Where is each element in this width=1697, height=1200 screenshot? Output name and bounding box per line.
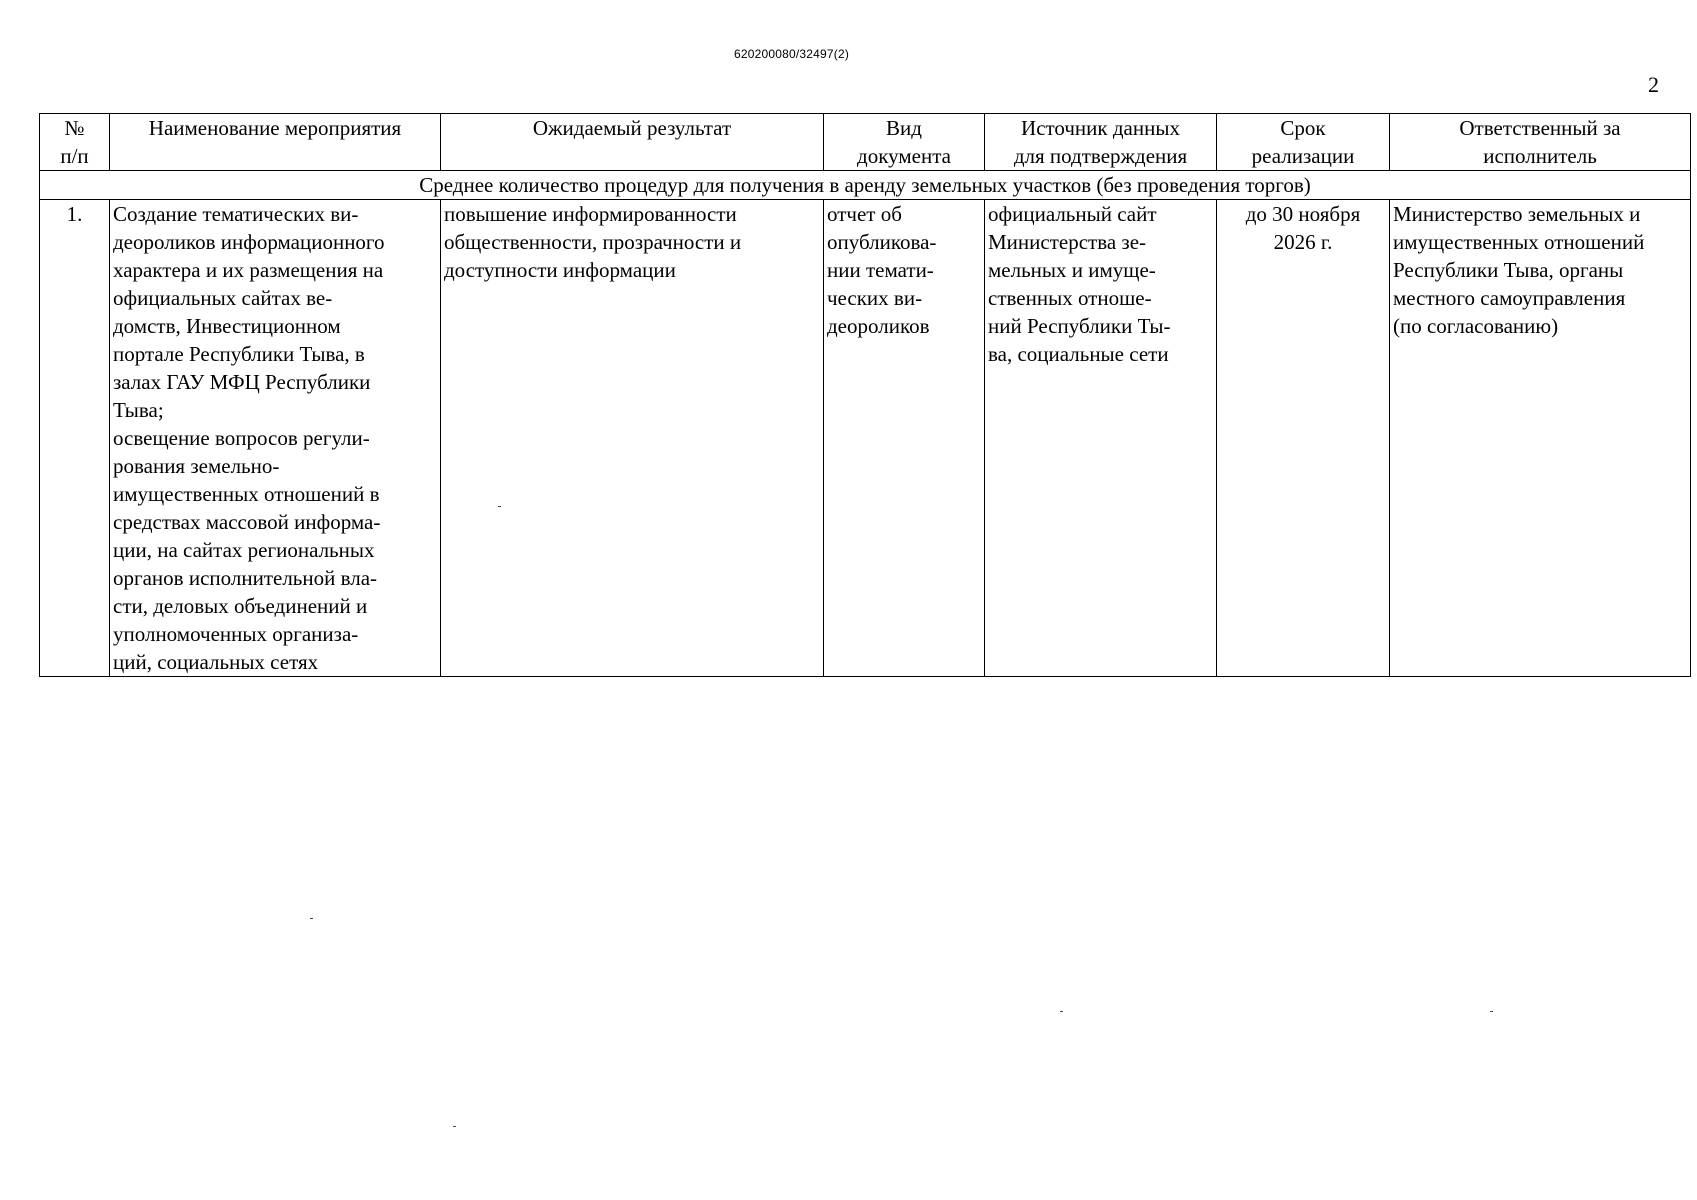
scan-speck — [1490, 1011, 1493, 1012]
scan-speck — [453, 1126, 456, 1127]
cell-num: 1. — [40, 200, 110, 677]
header-source: Источник данных для подтверждения — [985, 114, 1217, 171]
header-result: Ожидаемый результат — [441, 114, 824, 171]
section-title: Среднее количество процедур для получения в аренду земельных участков (без проведения торгов) — [40, 171, 1691, 200]
cell-deadline: до 30 ноября 2026 г. — [1217, 200, 1390, 677]
cell-result: повышение информированности общественности, прозрачности и доступности информации — [441, 200, 824, 677]
action-plan-table — [39, 113, 1691, 677]
header-responsible: Ответственный за исполнитель — [1390, 114, 1691, 171]
page-number: 2 — [1648, 72, 1659, 97]
section-row — [40, 171, 1691, 200]
cell-name: Создание тематических ви- деороликов информационного характера и их размещения на официальных сайтах ве- домств, Инвестиционном портале Республики Тыва, в залах ГАУ МФЦ Республики Тыва; освещение вопросов регули- рования земельно- имущественных отношений в средствах массовой информа- ции, на сайтах региональных органов исполнительной вла- сти, деловых объединений и уполномоченных организа- ций, социальных сетях — [110, 200, 441, 677]
header-row — [40, 114, 1691, 171]
header-name: Наименование мероприятия — [110, 114, 441, 171]
cell-responsible: Министерство земельных и имущественных отношений Республики Тыва, органы местного самоуправления (по согласованию) — [1390, 200, 1691, 677]
scan-speck — [498, 506, 501, 507]
scan-speck — [310, 918, 313, 919]
document-id: 620200080/32497(2) — [734, 47, 850, 61]
scan-speck — [1060, 1011, 1063, 1012]
cell-source: официальный сайт Министерства зе- мельных и имуще- ственных отноше- ний Республики Ты- ва, социальные сети — [985, 200, 1217, 677]
cell-doc-type: отчет об опубликова- нии темати- ческих ви- деороликов — [824, 200, 985, 677]
header-deadline: Срок реализации — [1217, 114, 1390, 171]
header-num: № п/п — [40, 114, 110, 171]
header-doc-type: Вид документа — [824, 114, 985, 171]
table-row — [40, 200, 1691, 677]
